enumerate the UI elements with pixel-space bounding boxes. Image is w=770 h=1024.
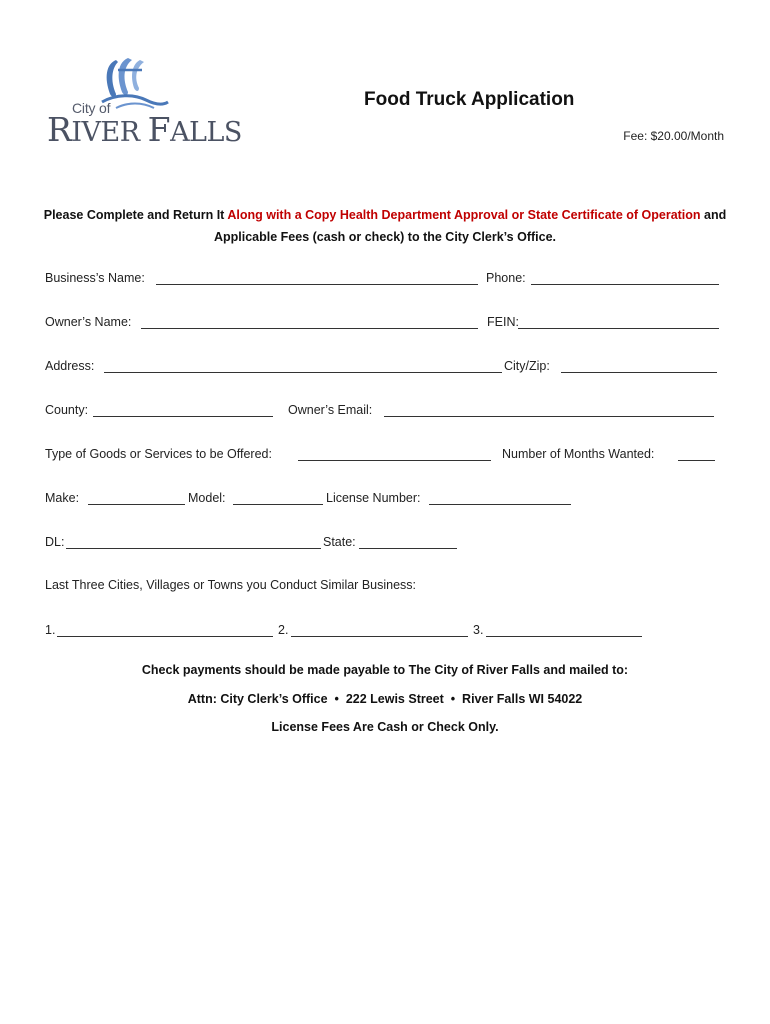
dl-label: DL: (45, 535, 65, 549)
city-zip-field[interactable] (561, 372, 717, 373)
city-2-label: 2. (278, 623, 289, 637)
owner-email-field[interactable] (384, 416, 714, 417)
license-fees-note: License Fees Are Cash or Check Only. (271, 720, 499, 734)
months-wanted-label: Number of Months Wanted: (502, 447, 655, 461)
make-field[interactable] (88, 504, 185, 505)
logo-city-of-text: City of (72, 100, 111, 116)
state-label: State: (323, 535, 356, 549)
fee-text: Fee: $20.00/Month (623, 129, 724, 143)
goods-services-label: Type of Goods or Services to be Offered: (45, 447, 272, 461)
owner-name-field[interactable] (141, 328, 478, 329)
fein-field[interactable] (518, 328, 719, 329)
city-1-field[interactable] (57, 636, 273, 637)
form-row-vehicle (45, 488, 725, 508)
address-field[interactable] (104, 372, 502, 373)
river-falls-logo-mark-icon (46, 54, 176, 114)
city-3-label: 3. (473, 623, 484, 637)
county-label: County: (45, 403, 89, 417)
business-name-field[interactable] (156, 284, 478, 285)
form-row-owner (45, 312, 725, 332)
city-1-label: 1. (45, 623, 56, 637)
payment-note: Check payments should be made payable to The City of River Falls and mailed to: (141, 663, 629, 677)
form-row-goods (45, 444, 725, 464)
city-2-field[interactable] (291, 636, 468, 637)
owner-name-label: Owner’s Name: (45, 315, 132, 329)
form-row-county (45, 400, 725, 420)
city-zip-label: City/Zip: (504, 359, 550, 373)
county-field[interactable] (93, 416, 273, 417)
instructions: Please Complete and Return It Along with a Copy Health Department Approval or State Certificate of Operation and Applicable Fees (cash or check) to the City Clerk’s Office. (43, 208, 727, 244)
city-3-field[interactable] (486, 636, 642, 637)
model-label: Model: (188, 491, 226, 505)
form-row-business (45, 268, 725, 288)
license-number-label: License Number: (326, 491, 421, 505)
state-field[interactable] (359, 548, 457, 549)
dl-field[interactable] (66, 548, 321, 549)
goods-services-field[interactable] (298, 460, 491, 461)
last-three-label: Last Three Cities, Villages or Towns you Conduct Similar Business: (45, 578, 417, 592)
phone-field[interactable] (531, 284, 719, 285)
form-row-dl (45, 532, 725, 552)
logo-river-falls-text: RIVER FALLS (47, 110, 242, 149)
license-number-field[interactable] (429, 504, 571, 505)
owner-email-label: Owner’s Email: (288, 403, 373, 417)
form-row-cities (45, 620, 725, 640)
months-wanted-field[interactable] (678, 460, 715, 461)
make-label: Make: (45, 491, 80, 505)
model-field[interactable] (233, 504, 323, 505)
phone-label: Phone: (486, 271, 526, 285)
page-title: Food Truck Application (364, 89, 575, 110)
mailing-address: Attn: City Clerk’s Office • 222 Lewis Street • River Falls WI 54022 (187, 692, 583, 706)
form-row-address (45, 356, 725, 376)
address-label: Address: (45, 359, 95, 373)
fein-label: FEIN: (487, 315, 519, 329)
last-three-heading-row (45, 575, 725, 595)
business-name-label: Business’s Name: (45, 271, 145, 285)
